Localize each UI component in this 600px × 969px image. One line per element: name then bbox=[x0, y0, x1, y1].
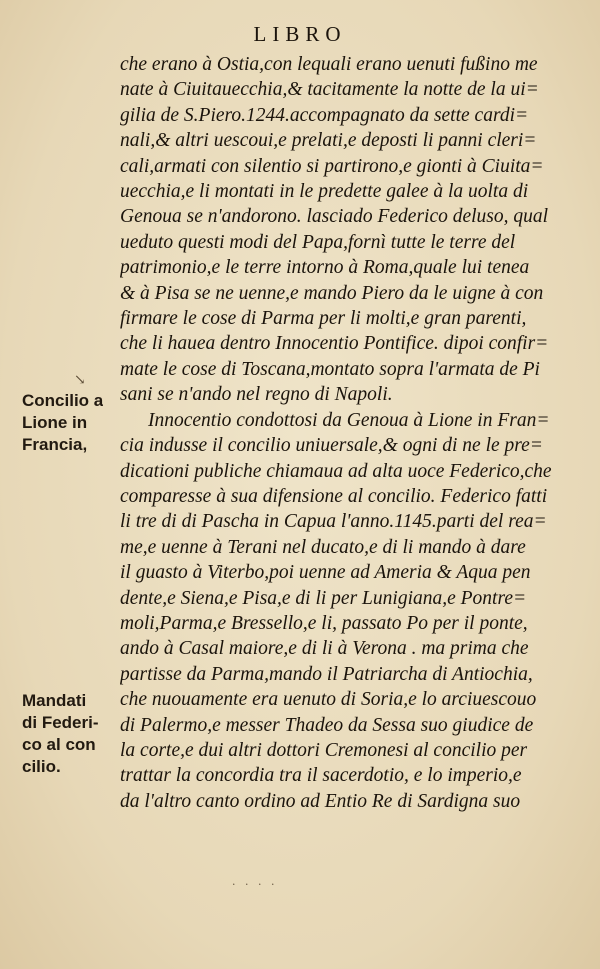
marginal-note-line: di Federi- bbox=[22, 713, 99, 732]
marginal-note-line: Lione in bbox=[22, 413, 88, 432]
marginal-note-line: Francia, bbox=[22, 435, 88, 454]
printers-mark: ↘ bbox=[74, 372, 86, 388]
text-line: ando à Casal maiore,e di li à Verona . ma prima che bbox=[120, 638, 529, 660]
text-line: nate à Ciuitauecchia,& tacitamente la notte de la ui= bbox=[120, 79, 539, 101]
body-text bbox=[120, 52, 567, 814]
text-line: firmare le cose di Parma per li molti,e gran parenti, bbox=[120, 308, 527, 330]
bleed-through-marks: · · · · bbox=[232, 878, 278, 891]
text-line: cali,armati con silentio si partirono,e gionti à Ciuita= bbox=[120, 155, 544, 177]
text-line: dicationi publiche chiamaua ad alta uoce Federico,che bbox=[120, 460, 552, 482]
text-line: il guasto à Viterbo,poi uenne ad Ameria & Aqua pen bbox=[120, 562, 531, 584]
text-line: la corte,e dui altri dottori Cremonesi al concilio per bbox=[120, 739, 528, 761]
marginal-note-line: Mandati bbox=[22, 691, 87, 710]
text-line: gilia de S.Piero.1244.accompagnato da sette cardi= bbox=[120, 104, 529, 126]
running-head: LIBRO bbox=[253, 22, 347, 46]
text-line: uecchia,e li montati in le predette galee à la uolta di bbox=[120, 181, 529, 203]
text-line: partisse da Parma,mando il Patriarcha di Antiochia, bbox=[120, 663, 533, 685]
text-line: li tre di di Pascha in Capua l'anno.1145.parti del rea= bbox=[120, 511, 547, 533]
text-line: di Palermo,e messer Thadeo da Sessa suo giudice de bbox=[120, 714, 534, 736]
marginal-note-line: Concilio a bbox=[22, 391, 104, 410]
marginal-note-concilio bbox=[22, 390, 103, 456]
marginal-note-line: co al con bbox=[22, 735, 96, 754]
text-line: patrimonio,e le terre intorno à Roma,quale lui tenea bbox=[120, 257, 530, 279]
text-line: che nuouamente era uenuto di Soria,e lo arciuescouo bbox=[120, 689, 537, 711]
text-line: che erano à Ostia,con lequali erano uenuti fußino me bbox=[120, 54, 538, 75]
text-line: che li hauea dentro Innocentio Pontifice. dipoi confir= bbox=[120, 333, 549, 355]
marginal-note-mandati bbox=[22, 690, 99, 778]
text-line: moli,Parma,e Bressello,e li, passato Po per il ponte, bbox=[120, 612, 528, 634]
text-line: dente,e Siena,e Pisa,e di li per Lunigiana,e Pontre= bbox=[120, 587, 527, 609]
text-line: nali,& altri uescoui,e prelati,e deposti li panni cleri= bbox=[120, 130, 537, 152]
text-line: Genoua se n'andorono. lasciado Federico deluso, qual bbox=[120, 206, 549, 228]
text-line: trattar la concordia tra il sacerdotio, e lo imperio,e bbox=[120, 765, 522, 787]
text-line: cia indusse il concilio uniuersale,& ogni di ne le pre= bbox=[120, 435, 543, 457]
text-line: comparesse à sua difensione al concilio. Federico fatti bbox=[120, 485, 548, 507]
text-line: sani se n'ando nel regno di Napoli. bbox=[120, 384, 393, 406]
text-line: Innocentio condottosi da Genoua à Lione in Fran= bbox=[148, 409, 550, 431]
marginal-note-line: cilio. bbox=[22, 757, 61, 776]
text-line: & à Pisa se ne uenne,e mando Piero da le uigne à con bbox=[120, 282, 544, 304]
text-line: mate le cose di Toscana,montato sopra l'armata de Pi bbox=[120, 358, 540, 380]
text-line: ueduto questi modi del Papa,fornì tutte le terre del bbox=[120, 231, 516, 253]
text-line: me,e uenne à Terani nel ducato,e di li mando à dare bbox=[120, 536, 526, 558]
text-line: da l'altro canto ordino ad Entio Re di Sardigna suo bbox=[120, 790, 521, 812]
